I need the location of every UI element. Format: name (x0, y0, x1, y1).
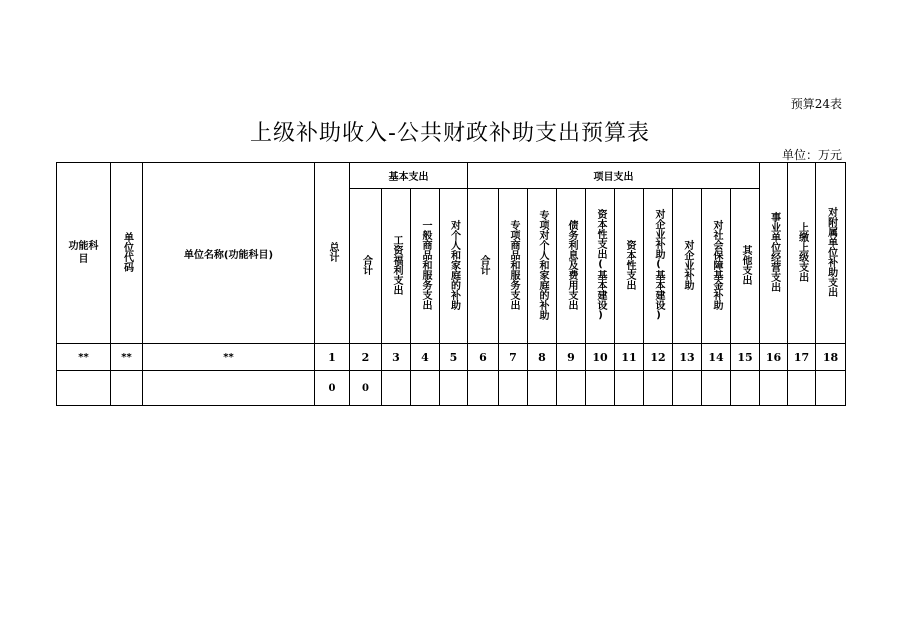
table-number: 预算24表 (790, 97, 842, 111)
data-cell-basic-sum: 0 (350, 371, 382, 406)
index-num: 16 (760, 344, 788, 371)
data-cell (528, 371, 557, 406)
header-func-subject: 功能科目 (57, 163, 111, 344)
index-num: 13 (673, 344, 702, 371)
header-tail-0: 事业单位经营支出 (760, 163, 788, 344)
data-cell (57, 371, 111, 406)
data-cell (702, 371, 731, 406)
index-num: 1 (315, 344, 350, 371)
unit-label: 单位：万元 (781, 148, 842, 162)
data-cell (557, 371, 586, 406)
header-row-top (57, 163, 846, 189)
header-project-8: 对社会保障基金补助 (702, 189, 731, 344)
data-cell (499, 371, 528, 406)
header-project-4: 资本性支出(基本建设) (586, 189, 615, 344)
data-cell (615, 371, 644, 406)
header-basic-3: 对个人和家庭的补助 (440, 189, 468, 344)
data-cell (440, 371, 468, 406)
index-num: 18 (816, 344, 846, 371)
data-cell (816, 371, 846, 406)
header-project-0: 合计 (468, 189, 499, 344)
header-tail-2: 对附属单位补助支出 (816, 163, 846, 344)
data-cell (382, 371, 411, 406)
header-basic-0: 合计 (350, 189, 382, 344)
index-num: 15 (731, 344, 760, 371)
data-cell (468, 371, 499, 406)
header-project-group: 项目支出 (468, 163, 760, 189)
index-num: 10 (586, 344, 615, 371)
header-project-3: 债务利息及费用支出 (557, 189, 586, 344)
data-cell (673, 371, 702, 406)
header-unit-name: 单位名称(功能科目) (143, 163, 315, 344)
data-cell (760, 371, 788, 406)
index-num: 5 (440, 344, 468, 371)
index-num: 6 (468, 344, 499, 371)
data-cell-total: 0 (315, 371, 350, 406)
header-project-9: 其他支出 (731, 189, 760, 344)
index-num: 11 (615, 344, 644, 371)
index-num: 4 (411, 344, 440, 371)
data-cell (111, 371, 143, 406)
header-project-1: 专项商品和服务支出 (499, 189, 528, 344)
header-basic-1: 工资福利支出 (382, 189, 411, 344)
index-num: 12 (644, 344, 673, 371)
budget-table (56, 162, 846, 406)
header-project-7: 对企业补助 (673, 189, 702, 344)
header-project-6: 对企业补助(基本建设) (644, 189, 673, 344)
index-mark: ** (143, 344, 315, 371)
index-num: 7 (499, 344, 528, 371)
index-mark: ** (111, 344, 143, 371)
header-basic-group: 基本支出 (350, 163, 468, 189)
index-num: 9 (557, 344, 586, 371)
index-num: 17 (788, 344, 816, 371)
data-cell (731, 371, 760, 406)
header-unit-code: 单位代码 (111, 163, 143, 344)
index-num: 3 (382, 344, 411, 371)
data-cell (644, 371, 673, 406)
header-project-5: 资本性支出 (615, 189, 644, 344)
header-project-2: 专项对个人和家庭的补助 (528, 189, 557, 344)
data-cell (586, 371, 615, 406)
index-num: 2 (350, 344, 382, 371)
index-mark: ** (57, 344, 111, 371)
data-cell (411, 371, 440, 406)
page-title: 上级补助收入-公共财政补助支出预算表 (250, 121, 650, 146)
index-row (57, 344, 846, 371)
header-total: 总计 (315, 163, 350, 344)
index-num: 14 (702, 344, 731, 371)
data-cell (143, 371, 315, 406)
header-basic-2: 一般商品和服务支出 (411, 189, 440, 344)
index-num: 8 (528, 344, 557, 371)
data-cell (788, 371, 816, 406)
data-row (57, 371, 846, 406)
header-tail-1: 上缴上级支出 (788, 163, 816, 344)
